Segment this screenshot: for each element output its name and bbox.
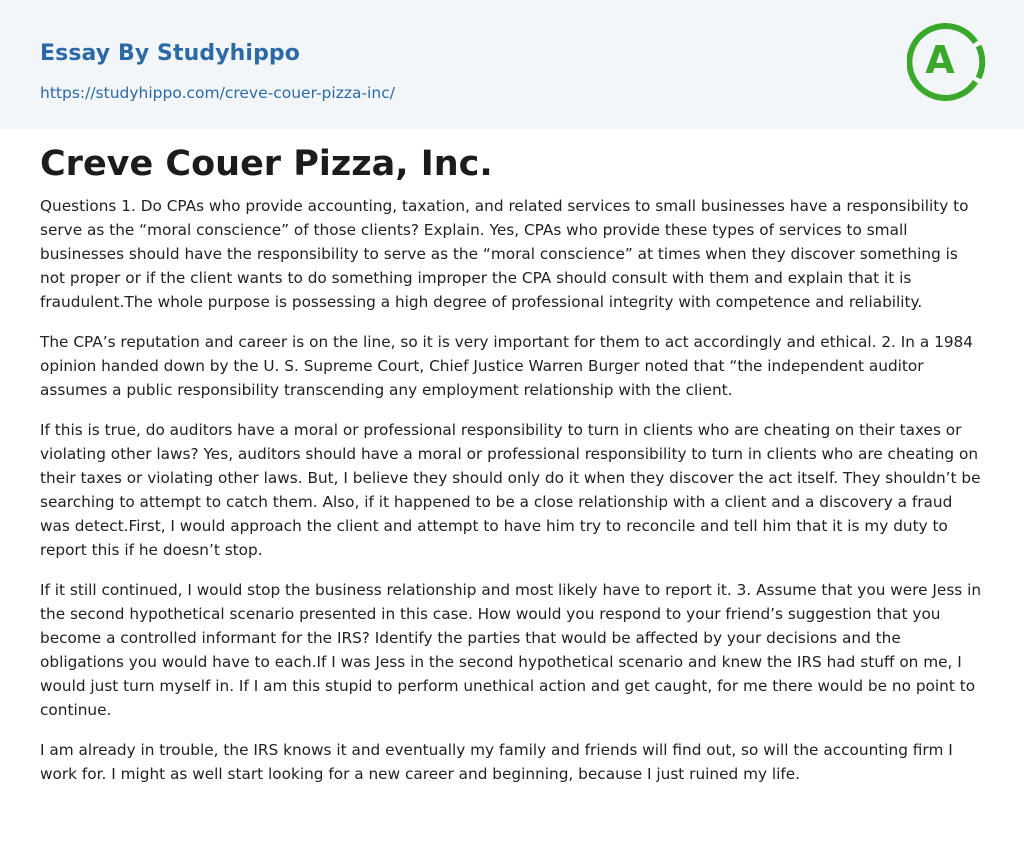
- essay-body: [40, 194, 986, 802]
- paragraph: Questions 1. Do CPAs who provide accounting, taxation, and related services to small businesses have a responsibility to serve as the “moral conscience” of those clients? Explain. Yes, CPAs who provide these types of services to small businesses should have the responsibility to serve as the “moral conscience” at times when they discover something is not proper or if the client wants to do something improper the CPA should consult with them and explain that it is fraudulent.The whole purpose is possessing a high degree of professional integrity with competence and reliability.: [40, 197, 969, 311]
- paragraph: I am already in trouble, the IRS knows it and eventually my family and friends will find out, so will the accounting firm I work for. I might as well start looking for a new career and beginning, because I just ruined my life.: [40, 741, 953, 783]
- paragraph: If this is true, do auditors have a moral or professional responsibility to turn in clients who are cheating on their taxes or violating other laws? Yes, auditors should have a moral or professional responsibility to turn in clients who are cheating on their taxes or violating other laws. But, I believe they should only do it when they discover the act itself. They shouldn’t be searching to attempt to catch them. Also, if it happened to be a close relationship with a client and a discovery a fraud was detect.First, I would approach the client and attempt to have him try to reconcile and tell him that it is my duty to report this if he doesn’t stop.: [40, 421, 981, 559]
- paragraph: If it still continued, I would stop the business relationship and most likely have to report it. 3. Assume that you were Jess in the second hypothetical scenario presented in this case. How would you respond to your friend’s suggestion that you become a controlled informant for the IRS? Identify the parties that would be affected by your decisions and the obligations you would have to each.If I was Jess in the second hypothetical scenario and knew the IRS had stuff on me, I would just turn myself in. If I am this stupid to perform unethical action and get caught, for me there would be no point to continue.: [40, 581, 982, 719]
- logo-letter: A: [925, 38, 955, 82]
- site-header: [0, 0, 1024, 129]
- paragraph: The CPA’s reputation and career is on the line, so it is very important for them to act accordingly and ethical. 2. In a 1984 opinion handed down by the U. S. Supreme Court, Chief Justice Warren Burger noted that “the independent auditor assumes a public responsibility transcending any employment relationship with the client.: [40, 333, 974, 399]
- logo-ring-right: [979, 46, 983, 78]
- logo-icon[interactable]: [907, 17, 989, 107]
- brand-title[interactable]: Essay By Studyhippo: [40, 41, 300, 66]
- source-url-link[interactable]: https://studyhippo.com/creve-couer-pizza-inc/: [40, 84, 395, 102]
- essay-title: Creve Couer Pizza, Inc.: [40, 144, 493, 184]
